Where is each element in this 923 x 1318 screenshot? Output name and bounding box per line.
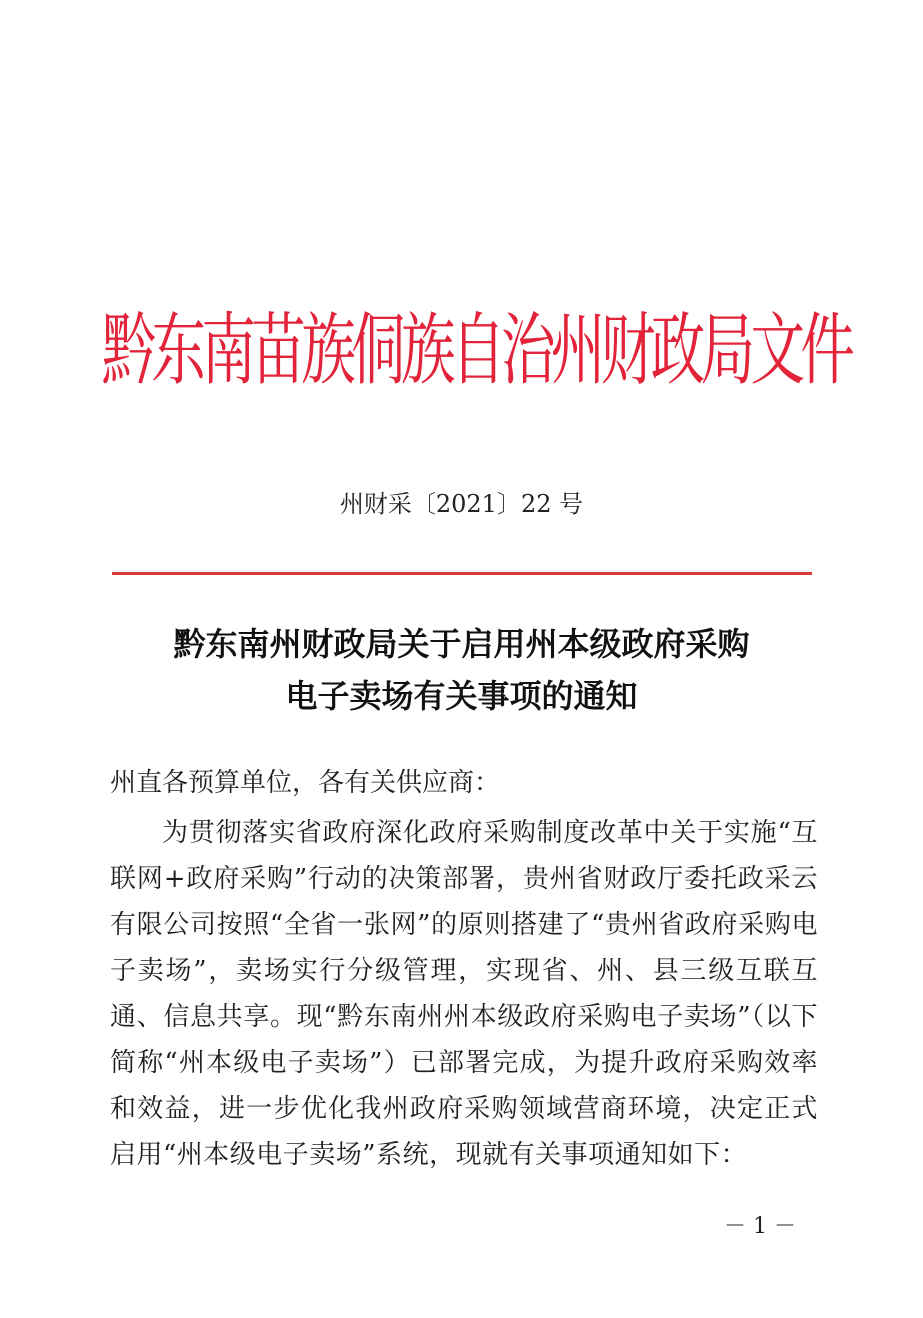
page-number: － 1 － xyxy=(724,1214,796,1239)
notice-title-line-1: 黔东南州财政局关于启用州本级政府采购 xyxy=(173,625,750,663)
notice-body xyxy=(110,760,818,1178)
notice-title xyxy=(0,618,923,722)
notice-title-line-2: 电子卖场有关事项的通知 xyxy=(285,677,638,715)
body-paragraph: 为贯彻落实省政府深化政府采购制度改革中关于实施“互联网+政府采购”行动的决策部署，贵州省财政厅委托政采云有限公司按照“全省一张网”的原则搭建了“贵州省政府采购电子卖场”，卖场实行分级管理，实现省、州、县三级互联互通、信息共享。现“黔东南州州本级政府采购电子卖场”（以下简称“州本级电子卖场”）已部署完成，为提升政府采购效率和效益，进一步优化我州政府采购领域营商环境，决定正式启用“州本级电子卖场”系统，现就有关事项通知如下： xyxy=(110,818,818,1170)
salutation: 州直各预算单位，各有关供应商： xyxy=(110,768,501,798)
document-number: 州财采〔2021〕22 号 xyxy=(339,490,584,518)
red-divider-line xyxy=(112,572,812,575)
issuer-header: 黔东南苗族侗族自治州财政局文件 xyxy=(101,304,851,396)
